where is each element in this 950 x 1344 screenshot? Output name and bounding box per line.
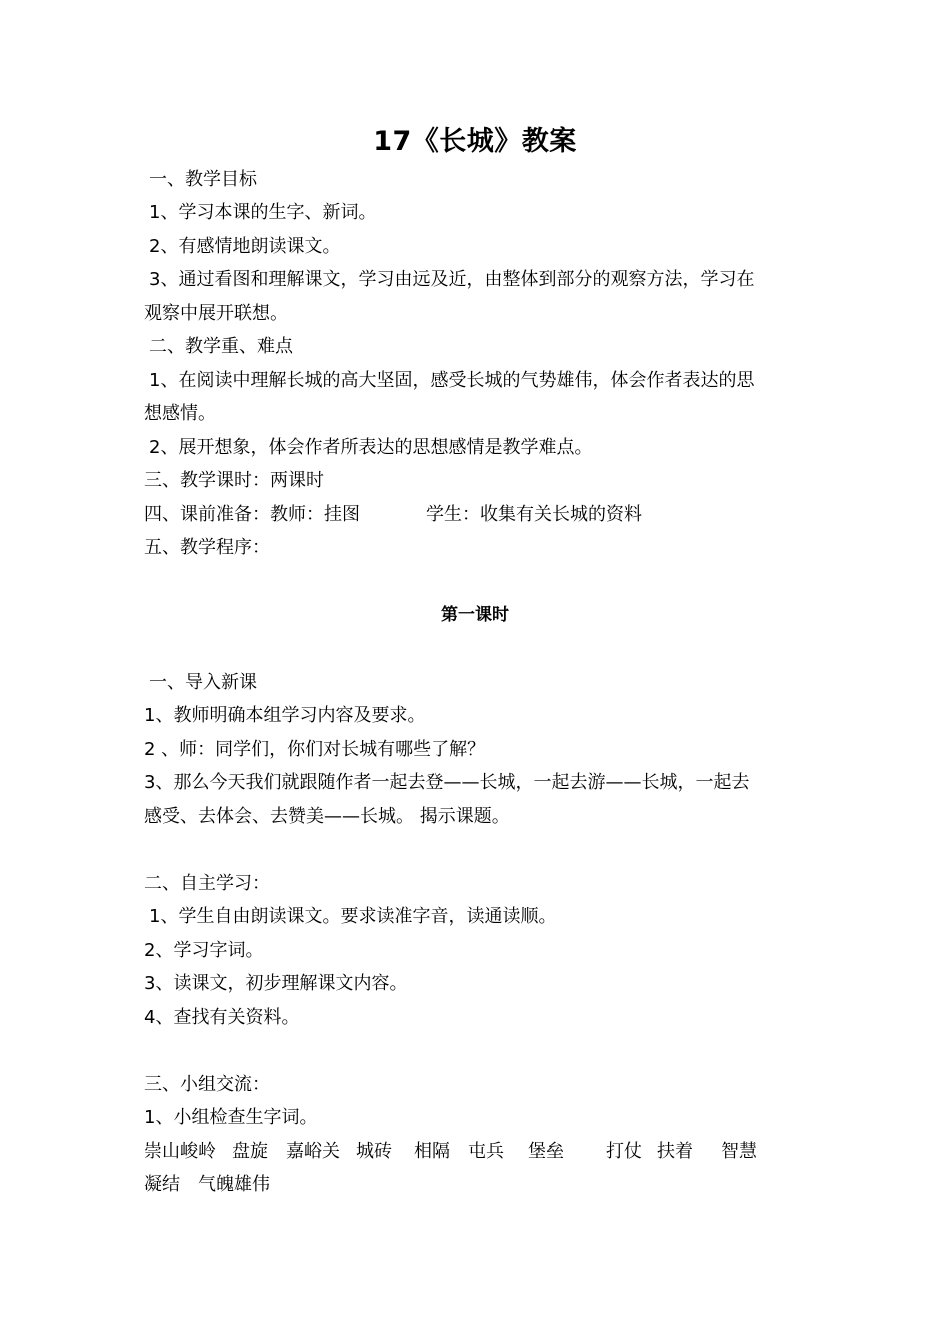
- vocabulary-word: 屯兵: [468, 1141, 504, 1162]
- key-point-item: 2、展开想象，体会作者所表达的思想感情是教学难点。: [149, 437, 593, 458]
- introduction-item: 1、教师明确本组学习内容及要求。: [144, 705, 426, 726]
- vocabulary-word: 扶着: [657, 1141, 693, 1162]
- lesson-title: 第一课时: [441, 605, 509, 625]
- introduction-item: 3、那么今天我们就跟随作者一起去登——长城，一起去游——长城，一起去: [144, 772, 750, 793]
- preparation-teacher: 四、课前准备：教师：挂图: [144, 504, 360, 525]
- preparation-student: 学生：收集有关长城的资料: [426, 504, 642, 525]
- vocabulary-row: [144, 1168, 804, 1202]
- vocabulary-row: [144, 1135, 804, 1169]
- introduction-item: 2 、师：同学们，你们对长城有哪些了解？: [144, 739, 486, 760]
- vocabulary-word: 凝结: [144, 1174, 180, 1195]
- section-preparation: [144, 498, 804, 532]
- self-study-item: 2、学习字词。: [144, 940, 264, 961]
- vocabulary-word: 崇山峻岭: [144, 1141, 216, 1162]
- vocabulary-word: 打仗: [606, 1141, 642, 1162]
- objective-item: 1、学习本课的生字、新词。: [149, 202, 377, 223]
- objective-item-continued: 观察中展开联想。: [144, 303, 288, 324]
- page-title: 17《长城》教案: [373, 126, 577, 157]
- vocabulary-word: 智慧: [721, 1141, 757, 1162]
- self-study-item: 1、学生自由朗读课文。要求读准字音，读通读顺。: [149, 906, 557, 927]
- vocabulary-word: 嘉峪关: [286, 1141, 340, 1162]
- vocabulary-word: 城砖: [356, 1141, 392, 1162]
- objective-item: 3、通过看图和理解课文，学习由远及近，由整体到部分的观察方法，学习在: [149, 269, 755, 290]
- group-discussion-item: 1、小组检查生字词。: [144, 1107, 318, 1128]
- section-class-hours: 三、教学课时：两课时: [144, 470, 324, 491]
- section-heading-objectives: 一、教学目标: [149, 169, 257, 190]
- self-study-item: 4、查找有关资料。: [144, 1007, 300, 1028]
- objective-item: 2、有感情地朗读课文。: [149, 236, 341, 257]
- part-heading-self-study: 二、自主学习：: [144, 873, 270, 894]
- key-point-item-continued: 想感情。: [144, 403, 216, 424]
- part-heading-group-discussion: 三、小组交流：: [144, 1074, 270, 1095]
- vocabulary-word: 堡垒: [528, 1141, 564, 1162]
- vocabulary-word: 气魄雄伟: [198, 1174, 270, 1195]
- key-point-item: 1、在阅读中理解长城的高大坚固，感受长城的气势雄伟，体会作者表达的思: [149, 370, 755, 391]
- vocabulary-word: 盘旋: [232, 1141, 268, 1162]
- part-heading-introduction: 一、导入新课: [149, 672, 257, 693]
- introduction-item-continued: 感受、去体会、去赞美——长城。 揭示课题。: [144, 806, 510, 827]
- self-study-item: 3、读课文，初步理解课文内容。: [144, 973, 408, 994]
- vocabulary-word: 相隔: [414, 1141, 450, 1162]
- section-heading-key-points: 二、教学重、难点: [149, 336, 293, 357]
- section-procedure: 五、教学程序：: [144, 537, 270, 558]
